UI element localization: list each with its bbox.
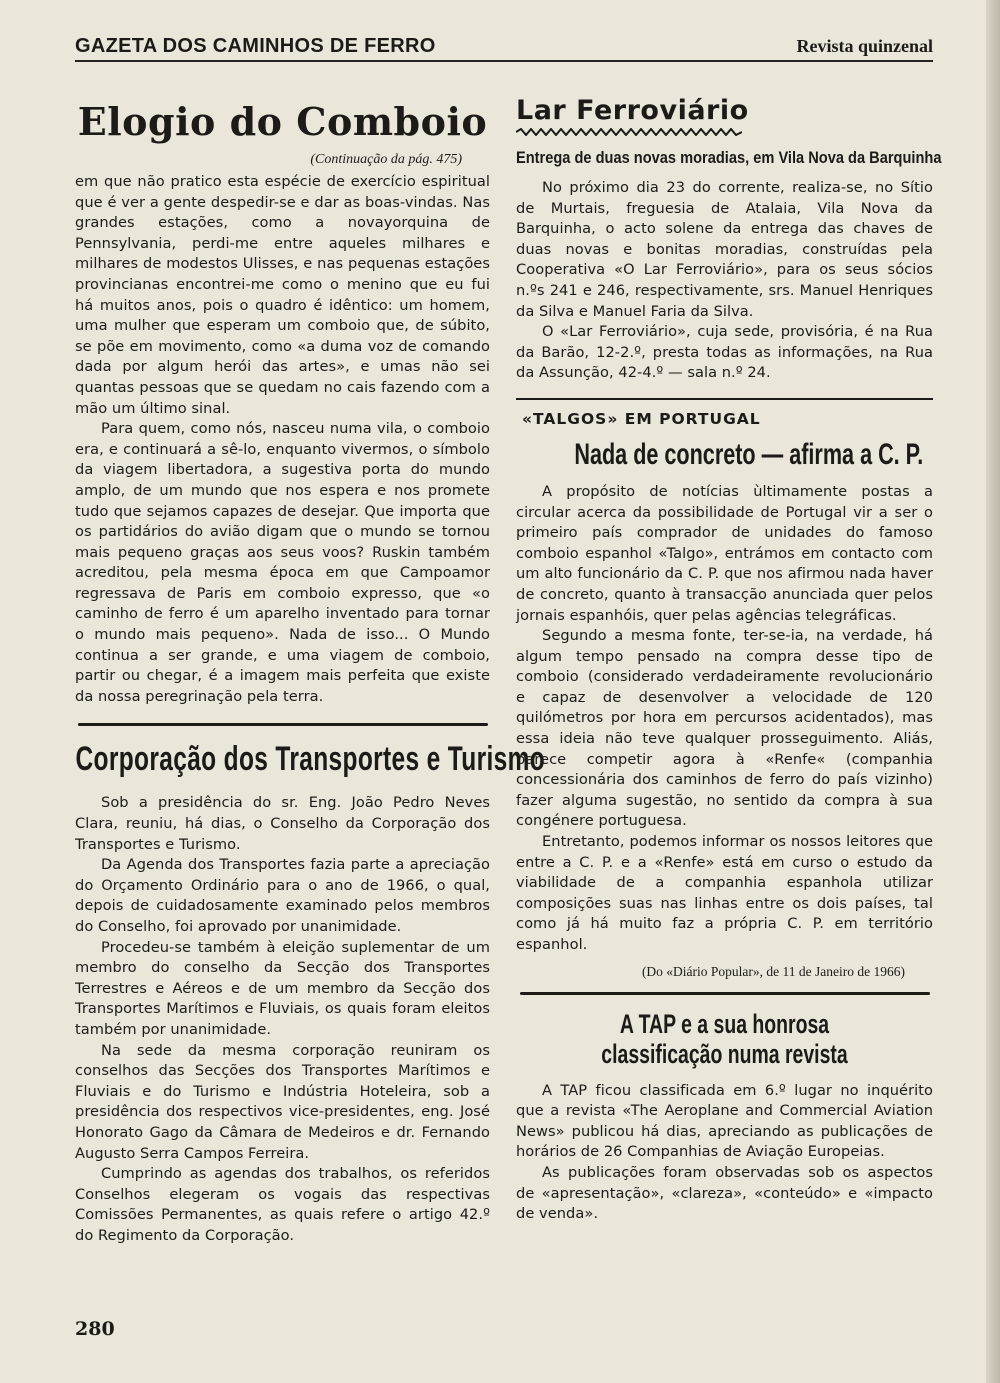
article-title-lar: Lar Ferroviário <box>516 95 749 126</box>
section-divider <box>516 398 933 400</box>
paragraph: em que não pratico esta espécie de exercício espiritual que é ver a gente despedir-se e dar as boas-vindas. Nas grandes estações, como a novayorquina de Pennsylvania, perdi-me entre aqueles milhares e milhares de modestos Ulisses, e nas pequenas estações provincianas encontrei-me como o menino que eu fui há muitos anos, pois o quadro é idêntico: um homem, uma mulher que esperam um comboio que, de súbito, se põe em movimento, como «a duma voz de comando dada por algum herói das artes», e umas não sei quantas pessoas que se quedam no cais fazendo com a mão um último sinal. <box>75 173 490 417</box>
article-title-corporacao: Corporação dos Transportes e Turismo <box>75 740 546 779</box>
section-divider <box>78 723 488 726</box>
publication-frequency: Revista quinzenal <box>796 36 933 56</box>
article-title-elogio: Elogio do Comboio <box>77 99 488 144</box>
title-line: A TAP e a sua honrosa <box>619 1008 830 1039</box>
left-column <box>75 95 546 1247</box>
paragraph: Na sede da mesma corporação reuniram os conselhos das Secções dos Transportes Marítimos e Fluviais e do Turismo e Indústria Hoteleira, sob a presidência dos respectivos vice-presidentes, eng. José Honorato Gago da Câmara de Medeiros e dr. Fernando Augusto Serra Campos Ferreira. <box>75 1041 490 1162</box>
paragraph: Da Agenda dos Transportes fazia parte a apreciação do Orçamento Ordinário para o ano de 1966, o qual, depois de cuidadosamente examinado pelos membros do Conselho, foi aprovado por unanimidade. <box>75 856 490 935</box>
paragraph: No próximo dia 23 do corrente, realiza-se, no Sítio de Murtais, freguesia de Atalaia, Vila Nova da Barquinha, o acto solene da entrega das chaves de duas novas e bonitas moradias, construídas pela Cooperativa «O Lar Ferroviário», para os seus sócios n.ºs 241 e 246, respectivamente, srs. Manuel Henriques da Silva e Manuel Faria da Silva. <box>516 179 933 320</box>
publication-title: GAZETA DOS CAMINHOS DE FERRO <box>75 35 436 57</box>
paragraph: Entretanto, podemos informar os nossos leitores que entre a C. P. e a «Renfe» está em curso o estudo da viabilidade de a companhia espanhola utilizar composições suas nas linhas entre os dois países, tal como já há muito faz a própria C. P. em território espanhol. <box>516 833 933 953</box>
page-number: 280 <box>75 1318 115 1340</box>
page-header <box>75 33 933 59</box>
section-divider <box>520 992 930 995</box>
paragraph: Cumprindo as agendas dos trabalhos, os referidos Conselhos elegeram os vogais das respectivas Comissões Permanentes, as quais refere o artigo 42.º do Regimento da Corporação. <box>75 1165 490 1244</box>
paragraph: Procedeu-se também à eleição suplementar de um membro do conselho da Secção dos Transportes Terrestres e Aéreos e de um membro da Secção dos Transportes Marítimos e Fluviais, os quais foram eleitos também por unanimidade. <box>75 938 490 1038</box>
header-rule <box>75 60 933 62</box>
page-edge <box>986 0 1000 1383</box>
paragraph: Para quem, como nós, nasceu numa vila, o comboio era, e continuará a sê-lo, enquanto vivermos, o símbolo da viagem libertadora, a sugestiva porta do mundo amplo, de um mundo que nos espera e nos promete tudo que sejamos capazes de desejar. Que importa que os partidários do avião digam que o mundo se tornou mais pequeno graças aos seus voos? Ruskin também acreditou, pela mesma época em que Campoamor regressava de Paris em comboio expresso, que «o caminho de ferro é um aparelho inventado para tornar o mundo mais pequeno». Nada de isso... O Mundo continua a ser grande, e uma viagem de comboio, partir ou chegar, é a imagem mais perfeita que existe da nossa peregrinação pela terra. <box>75 420 490 705</box>
right-column <box>516 95 942 1225</box>
paragraph: O «Lar Ferroviário», cuja sede, provisória, é na Rua da Barão, 12-2.º, presta todas as informações, na Rua da Assunção, 42-4.º — sala n.º 24. <box>516 323 933 382</box>
zigzag-ornament <box>516 128 742 136</box>
article-title-talgos: Nada de concreto — afirma a C. P. <box>574 437 924 471</box>
paragraph: Segundo a mesma fonte, ter-se-ia, na verdade, há algum tempo pensado na compra desse tipo de comboio (considerado verdadeiramente revolucionário e capaz de desenvolver a velocidade de 120 quilómetros por hora em percursos acidentados), mas essa ideia não teve qualquer prosseguimento. Aliás, parece competir agora à «Renfe« (companhia concessionária dos caminhos de ferro do país vizinho) fazer alguma sugestão, no sentido da compra à sua congénere portuguesa. <box>516 627 933 830</box>
paragraph: A TAP ficou classificada em 6.º lugar no inquérito que a revista «The Aeroplane and Commercial Aviation News» publicou há dias, apreciando as publicações de horários de 26 Companhias de Aviação Europeias. <box>516 1081 933 1161</box>
title-line: classificação numa revista <box>601 1038 848 1069</box>
article-subtitle-lar: Entrega de duas novas moradias, em Vila Nova da Barquinha <box>516 148 942 167</box>
paragraph: Sob a presidência do sr. Eng. João Pedro Neves Clara, reuniu, há dias, o Conselho da Corporação dos Transportes e Turismo. <box>75 794 490 853</box>
source-citation: (Do «Diário Popular», de 11 de Janeiro de 1966) <box>641 963 905 979</box>
article-kicker-talgos: «TALGOS» EM PORTUGAL <box>522 409 761 428</box>
article-title-tap <box>574 1009 874 1069</box>
paragraph: A propósito de notícias ùltimamente postas a circular acerca da possibilidade de Portugal vir a ser o primeiro país comprador de unidades do famoso comboio espanhol «Talgo», entrámos em contacto com um alto funcionário da C. P. que nos afirmou nada haver de concreto, quanto à transacção anunciada quer pelos jornais espanhóis, quer pelas agências telegráficas. <box>516 482 933 624</box>
paragraph: As publicações foram observadas sob os aspectos de «apresentação», «clareza», «conteúdo» e «impacto de venda». <box>516 1163 933 1223</box>
continuation-note: (Continuação da pág. 475) <box>310 152 462 167</box>
